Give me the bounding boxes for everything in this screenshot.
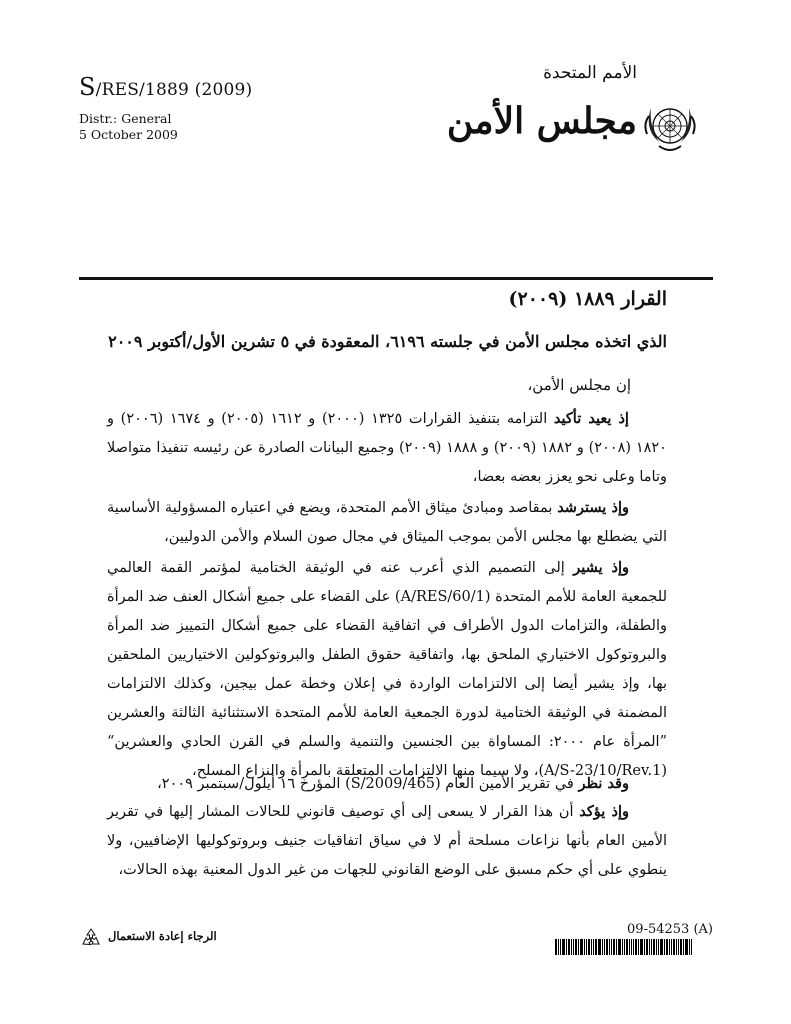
barcode-bar xyxy=(566,939,567,955)
barcode-bar xyxy=(558,939,559,955)
distribution-label: Distr.: General xyxy=(79,111,172,126)
barcode-bar xyxy=(571,939,572,955)
resolution-title: القرار ١٨٨٩ (٢٠٠٩) xyxy=(508,288,667,310)
paragraph xyxy=(107,493,667,552)
barcode-bar xyxy=(618,939,621,955)
barcode-bar xyxy=(626,939,628,955)
barcode-bar xyxy=(595,939,597,955)
council-name: مجلس الأمن xyxy=(446,100,637,142)
barcode-bar xyxy=(622,939,623,955)
barcode-bar xyxy=(573,939,574,955)
paragraph xyxy=(107,553,667,786)
paragraph-text: بمقاصد ومبادئ ميثاق الأمم المتحدة، ويضع في اعتباره المسؤولية الأساسية التي يضطلع بها مجلس الأمن بموجب الميثاق في مجال صون السلام والأمن الدوليين، xyxy=(107,500,667,545)
barcode-bar xyxy=(586,939,587,955)
paragraph xyxy=(107,797,667,885)
barcode-bar xyxy=(658,939,659,955)
barcode-bar xyxy=(644,939,645,955)
barcode-bar xyxy=(656,939,657,955)
barcode-bar xyxy=(673,939,675,955)
document-number: 09-54253 (A) xyxy=(627,922,713,937)
un-emblem-icon xyxy=(637,96,703,162)
barcode-bar xyxy=(640,939,643,955)
barcode-bar xyxy=(578,939,579,955)
paragraph-lead: إذ يعيد تأكيد xyxy=(553,410,629,427)
paragraph-text: إلى التصميم الذي أعرب عنه في الوثيقة الختامية لمؤتمر القمة العالمي للجمعية العامة للأمم المتحدة (A/RES/60/1) على القضاء على جميع أشكال العنف ضد المرأة والطفلة، والتزامات الدول الأطراف في اتفاقية القضاء على جميع أشكال التمييز ضد المرأة والبروتوكول الاختياري الملحق بها، واتفاقية حقوق الطفل والبروتوكولين الاختياريين الملحقين بها، وإذ يشير أيضا إلى الالتزامات الواردة في إعلان وخطة عمل بيجين، وكذلك الالتزامات المضمنة في الوثيقة الختامية لدورة الجمعية العامة للأمم المتحدة الاستثنائية الثالثة والعشرين ”المرأة عام ٢٠٠٠: المساواة بين الجنسين والتنمية والسلم في القرن الحادي والعشرين“ (A/S-23/10/Rev.1)، ولا سيما منها الالتزامات المتعلقة بالمرأة والنزاع المسلح، xyxy=(107,560,668,779)
barcode-bar xyxy=(568,939,570,955)
barcode-bar xyxy=(651,939,652,955)
barcode-bar xyxy=(678,939,679,955)
symbol-prefix: S xyxy=(79,73,96,101)
paragraph-text: أن هذا القرار لا يسعى إلى أي توصيف قانوني للحالات المشار إليها في تقرير الأمين العام بأنها نزاعات مسلحة أم لا في سياق اتفاقيات جنيف وبروتوكوليها الإضافيين، ولا ينطوي على أي حكم مسبق على الوضع القانوني للجهات من غير الدول المعنية بهذه الحالات، xyxy=(107,804,667,878)
paragraph-text: في تقرير الأمين العام (S/2009/465) المؤرخ ١٦ أيلول/سبتمبر ٢٠٠٩، xyxy=(157,776,579,792)
paragraph-lead: وإذ يؤكد xyxy=(579,803,629,820)
barcode-bar xyxy=(691,939,692,955)
paragraph xyxy=(107,404,667,492)
distribution-block xyxy=(79,111,178,143)
barcode-bar xyxy=(653,939,655,955)
barcode-bar xyxy=(593,939,594,955)
adoption-line: الذي اتخذه مجلس الأمن في جلسته ٦١٩٦، المعقودة في ٥ تشرين الأول/أكتوبر ٢٠٠٩ xyxy=(108,332,667,351)
barcode-bar xyxy=(666,939,668,955)
barcode-bar xyxy=(584,939,585,955)
barcode-bar xyxy=(588,939,590,955)
barcode-bar xyxy=(616,939,617,955)
recycle-icon xyxy=(79,926,103,950)
header-rule xyxy=(79,277,713,280)
barcode-bar xyxy=(580,939,583,955)
recycle-note: الرجاء إعادة الاستعمال xyxy=(108,929,217,943)
barcode-bar xyxy=(689,939,690,955)
document-symbol xyxy=(79,73,252,101)
barcode-bar xyxy=(606,939,608,955)
barcode-bar xyxy=(631,939,632,955)
barcode-bar xyxy=(613,939,615,955)
barcode-bar xyxy=(660,939,663,955)
barcode-bar xyxy=(633,939,634,955)
paragraph-text: التزامه بتنفيذ القرارات ١٣٢٥ (٢٠٠٠) و ١٦١٢ (٢٠٠٥) و ١٦٧٤ (٢٠٠٦) و ١٨٢٠ (٢٠٠٨) و ١٨٨٢ (٢٠٠٩) و ١٨٨٨ (٢٠٠٩) وجميع البيانات الصادرة عن رئيسه تنفيذا متواصلا وتاما وعلى نحو يعزز بعضه بعضا، xyxy=(107,411,667,485)
symbol-rest: /RES/1889 (2009) xyxy=(95,80,253,100)
intro-line: إن مجلس الأمن، xyxy=(527,376,631,394)
paragraph-lead: وإذ يسترشد xyxy=(557,499,629,516)
barcode-bar xyxy=(609,939,610,955)
org-name: الأمم المتحدة xyxy=(543,63,637,83)
paragraph-lead: وقد نظر xyxy=(578,775,629,792)
paragraph-lead: وإذ يشير xyxy=(573,559,629,576)
barcode-bar xyxy=(676,939,677,955)
barcode-bar xyxy=(560,939,561,955)
barcode-bar xyxy=(591,939,592,955)
barcode-bar xyxy=(602,939,603,955)
barcode-bar xyxy=(669,939,670,955)
barcode-bar xyxy=(683,939,684,955)
barcode-bar xyxy=(555,939,557,955)
barcode-bar xyxy=(635,939,637,955)
barcode-bar xyxy=(562,939,565,955)
barcode-bar xyxy=(598,939,601,955)
document-date: 5 October 2009 xyxy=(79,127,178,142)
barcode-bar xyxy=(604,939,605,955)
barcode xyxy=(555,939,713,955)
barcode-bar xyxy=(680,939,682,955)
barcode-bar xyxy=(638,939,639,955)
barcode-bar xyxy=(611,939,612,955)
barcode-bar xyxy=(664,939,665,955)
barcode-bar xyxy=(575,939,577,955)
barcode-bar xyxy=(624,939,625,955)
barcode-bar xyxy=(629,939,630,955)
barcode-bar xyxy=(685,939,688,955)
barcode-bar xyxy=(646,939,648,955)
barcode-bar xyxy=(671,939,672,955)
barcode-bar xyxy=(649,939,650,955)
paragraph xyxy=(107,769,667,799)
